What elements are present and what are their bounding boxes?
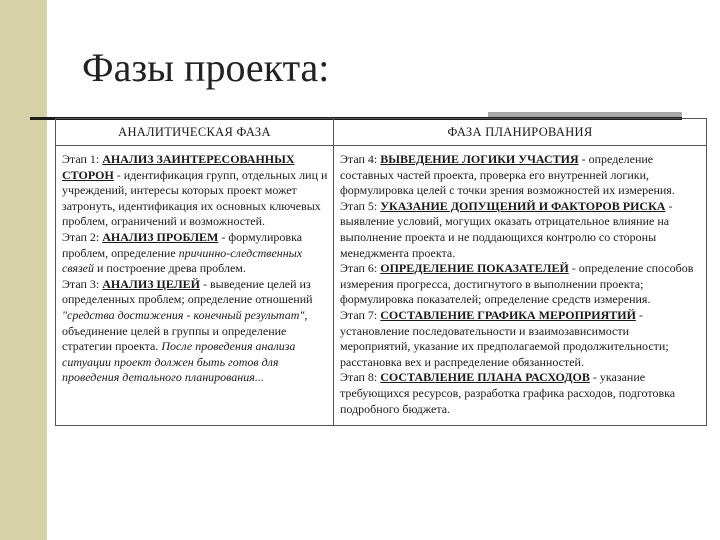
analytic-phase-cell: [56, 146, 334, 426]
stage-description: - установление последовательности и взаимозависимости мероприятий, указание их предполагаемой продолжительности; расстановка вех и распределение обязанностей.: [340, 307, 669, 369]
stage-paragraph: [340, 308, 701, 370]
stage-paragraph: [62, 277, 328, 386]
stage-paragraph: [340, 370, 701, 417]
stage-paragraph: [340, 261, 701, 308]
table-header-row: [56, 119, 707, 146]
table-body-row: [56, 146, 707, 426]
planning-phase-header: ФАЗА ПЛАНИРОВАНИЯ: [334, 119, 707, 146]
stage-paragraph: [340, 199, 701, 261]
stage-description: - указание требующихся ресурсов, разработка графика расходов, подготовка подробного бюджета.: [340, 370, 676, 416]
stage-label: Этап 3:: [62, 276, 103, 291]
left-decor-bar: [0, 0, 47, 540]
stage-label: Этап 7:: [340, 307, 381, 322]
stage-label: Этап 5:: [340, 198, 381, 213]
stage-title: СОСТАВЛЕНИЕ ГРАФИКА МЕРОПРИЯТИЙ: [380, 307, 636, 322]
stage-title: АНАЛИЗ ЗАИНТЕРЕСОВАННЫХ СТОРОН: [62, 152, 295, 182]
stage-title: ОПРЕДЕЛЕНИЕ ПОКАЗАТЕЛЕЙ: [380, 261, 569, 276]
stage-description: - выявление условий, могущих оказать отрицательное влияние на выполнение проекта и не поддающихся контролю со стороны менеджмента проекта.: [340, 198, 673, 260]
stage-description: - определение составных частей проекта, проверка его внутренней логики, формулировка целей с точки зрения возможностей их измерения.: [340, 152, 675, 198]
stage-description-italic: "средства достижения - конечный результат": [62, 307, 305, 322]
stage-title: УКАЗАНИЕ ДОПУЩЕНИЙ И ФАКТОРОВ РИСКА: [380, 198, 666, 213]
stage-title: СОСТАВЛЕНИЕ ПЛАНА РАСХОДОВ: [380, 370, 590, 385]
stage-paragraph: [62, 230, 328, 277]
stage-label: Этап 1:: [62, 152, 103, 166]
stage-title: АНАЛИЗ ПРОБЛЕМ: [102, 229, 219, 244]
stage-description: , объединение целей в группы и определение стратегии проекта.: [62, 307, 308, 354]
stage-label: Этап 2:: [62, 229, 103, 244]
stage-label: Этап 4:: [340, 152, 381, 166]
stage-paragraph: [62, 152, 328, 230]
stage-description: - идентификация групп, отдельных лиц и учреждений, интересы которых проект может затронуть, идентификация их основных ключевых проблем, ограничений и возможностей.: [62, 167, 328, 229]
stage-paragraph: [340, 152, 701, 199]
phases-table: [55, 118, 707, 426]
analytic-phase-header: АНАЛИТИЧЕСКАЯ ФАЗА: [56, 119, 334, 146]
stage-description-italic: После проведения анализа ситуации проект должен быть готов для проведения детального планирования...: [62, 339, 296, 385]
stage-description: - формулировка проблем, определение: [62, 229, 303, 260]
stage-label: Этап 6:: [340, 261, 381, 276]
stage-description: - определение способов измерения прогресса, достигнутого в выполнении проекта; формулировка показателей; определение средств измерения.: [340, 261, 694, 307]
slide-title: Фазы проекта:: [82, 45, 330, 90]
planning-phase-cell: [334, 146, 707, 426]
stage-description: - выведение целей из определенных проблем; определение отношений: [62, 276, 313, 307]
stage-title: АНАЛИЗ ЦЕЛЕЙ: [102, 276, 200, 291]
stage-label: Этап 8:: [340, 370, 381, 385]
stage-description: и построение древа проблем.: [93, 261, 246, 276]
stage-description-italic: причинно-следственных связей: [62, 245, 303, 276]
stage-title: ВЫВЕДЕНИЕ ЛОГИКИ УЧАСТИЯ: [380, 152, 579, 166]
